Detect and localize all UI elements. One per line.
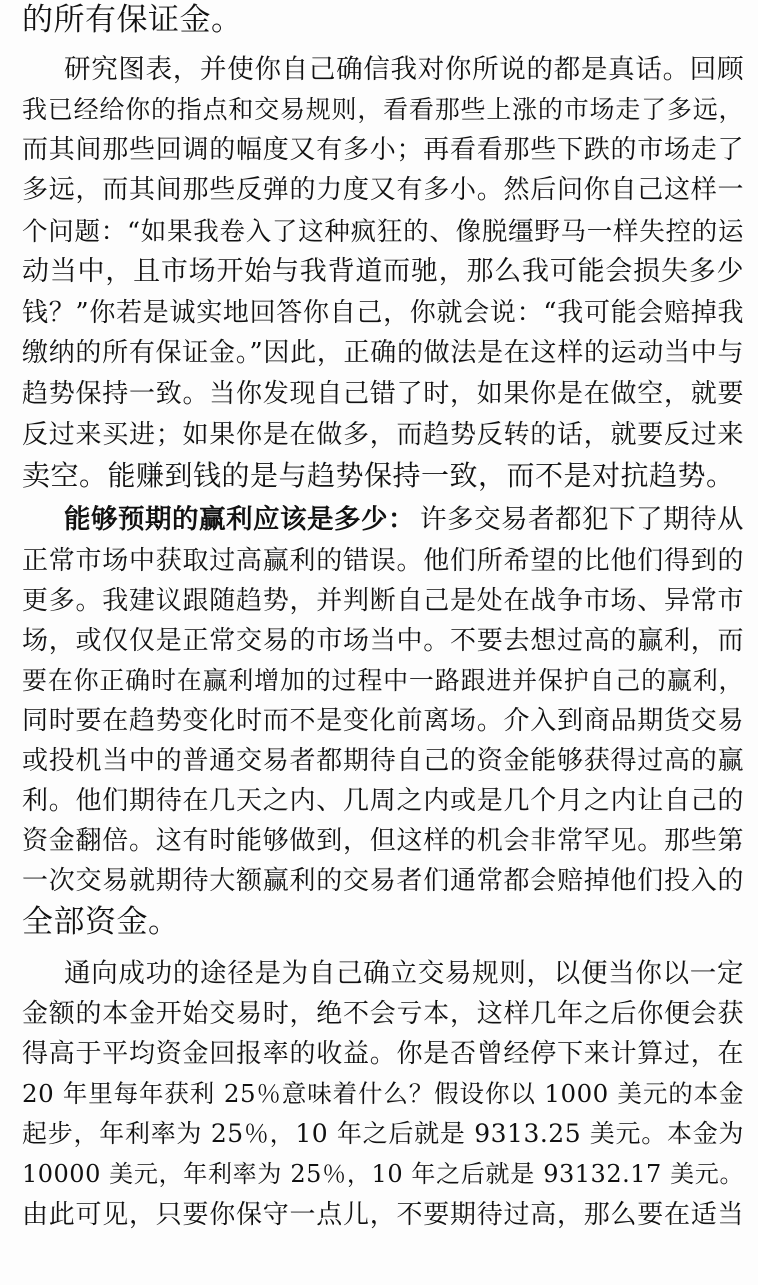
text-line: 多远，而其间那些反弹的力度又有多小。然后问你自己这样一 bbox=[22, 175, 744, 205]
text-line: 由此可见，只要你保守一点儿，不要期待过高，那么要在适当 bbox=[22, 1200, 744, 1230]
text-line: 10000 美元，年利率为 25％，10 年之后就是 93132.17 美元。 bbox=[22, 1160, 744, 1188]
text-line: 我已经给你的指点和交易规则，看看那些上涨的市场走了多远， bbox=[22, 95, 744, 124]
section-line bbox=[64, 500, 744, 540]
text-line: 研究图表，并使你自己确信我对你所说的都是真话。回顾 bbox=[64, 54, 744, 85]
text-line: 20 年里每年获利 25％意味着什么？假设你以 1000 美元的本金 bbox=[22, 1079, 744, 1108]
text-line: 动当中，且市场开始与我背道而驰，那么我可能会损失多少 bbox=[22, 256, 744, 287]
text-line: 正常市场中获取过高赢利的错误。他们所希望的比他们得到的 bbox=[22, 546, 744, 576]
text-line: 同时要在趋势变化时而不是变化前离场。介入到商品期货交易 bbox=[22, 706, 744, 736]
text-line: 通向成功的途径是为自己确立交易规则，以便当你以一定 bbox=[64, 958, 744, 989]
text-line: 一次交易就期待大额赢利的交易者们通常都会赔掉他们投入的 bbox=[22, 866, 744, 896]
text-line: 金额的本金开始交易时，绝不会亏本，这样几年之后你便会获 bbox=[22, 999, 744, 1029]
text-fragment: 许多交易者都犯下了期待从 bbox=[420, 504, 744, 535]
text-line: 更多。我建议跟随趋势，并判断自己是处在战争市场、异常市 bbox=[22, 586, 744, 616]
text-line: 卖空。能赚到钱的是与趋势保持一致，而不是对抗趋势。 bbox=[22, 459, 735, 492]
text-line: 起步，年利率为 25％，10 年之后就是 9313.25 美元。本金为 bbox=[22, 1119, 744, 1148]
text-line: 得高于平均资金回报率的收益。你是否曾经停下来计算过，在 bbox=[22, 1039, 744, 1069]
text-line: 或投机当中的普通交易者都期待自己的资金能够获得过高的赢 bbox=[22, 746, 744, 776]
text-line: 利。他们期待在几天之内、几周之内或是几个月之内让自己的 bbox=[22, 786, 744, 816]
text-line: 要在你正确时在赢利增加的过程中一路跟进并保护自己的赢利， bbox=[22, 666, 744, 695]
text-line: 场，或仅仅是正常交易的市场当中。不要去想过高的赢利，而 bbox=[22, 626, 744, 656]
text-line: 反过来买进；如果你是在做多，而趋势反转的话，就要反过来 bbox=[22, 420, 744, 450]
text-line: 个问题：“如果我卷入了这种疯狂的、像脱缰野马一样失控的运 bbox=[22, 217, 744, 247]
text-line: 趋势保持一致。当你发现自己错了时，如果你是在做空，就要 bbox=[22, 379, 744, 409]
text-line: 缴纳的所有保证金。”因此，正确的做法是在这样的运动当中与 bbox=[22, 338, 744, 368]
text-line: 钱？”你若是诚实地回答你自己，你就会说：“我可能会赔掉我 bbox=[22, 298, 744, 328]
section-heading: 能够预期的赢利应该是多少： bbox=[64, 504, 415, 535]
text-line: 而其间那些回调的幅度又有多小；再看看那些下跌的市场走了 bbox=[22, 135, 744, 165]
text-line: 的所有保证金。 bbox=[22, 2, 243, 38]
text-line: 全部资金。 bbox=[22, 904, 180, 940]
text-line: 资金翻倍。这有时能够做到，但这样的机会非常罕见。那些第 bbox=[22, 826, 744, 856]
